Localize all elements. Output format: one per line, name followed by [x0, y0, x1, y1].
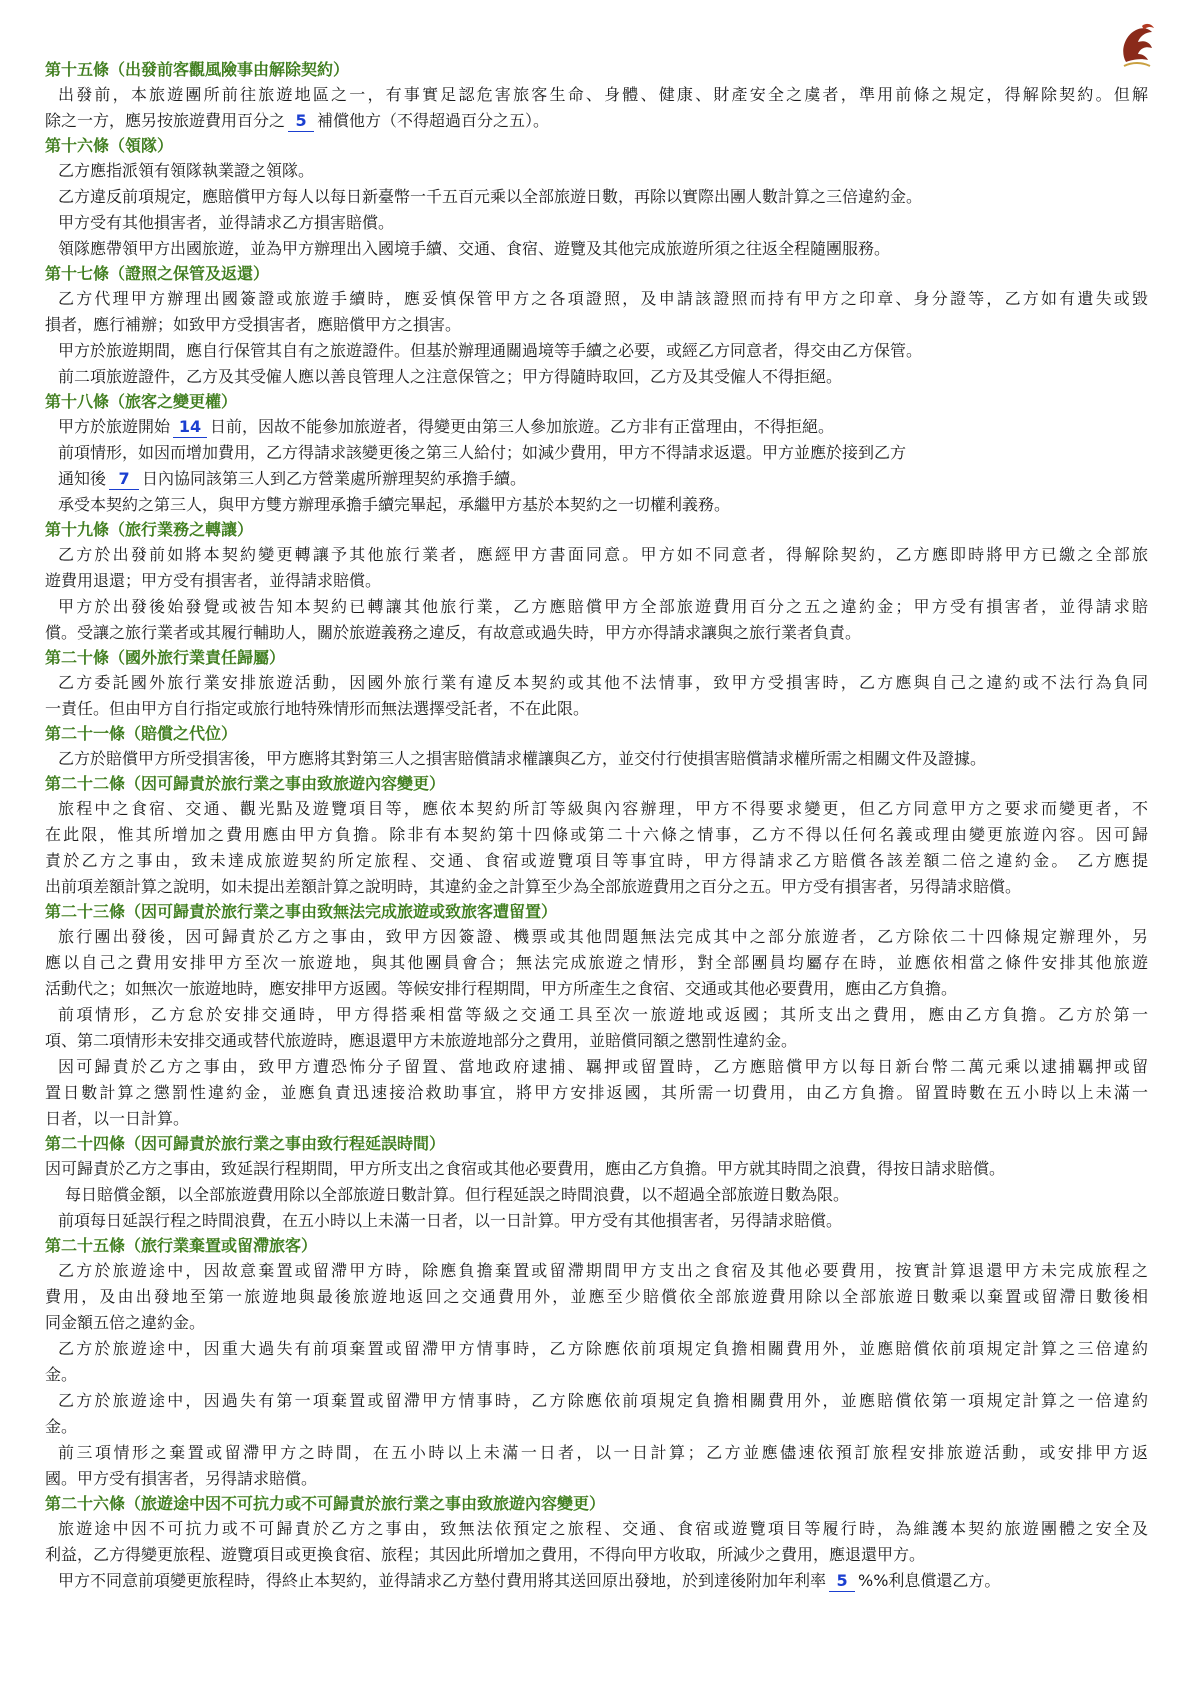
article-16-line-2: 乙方違反前項規定，應賠償甲方每人以每日新臺幣一千五百元乘以全部旅遊日數，再除以實際出團人數計算之三倍違約金。: [58, 187, 923, 206]
article-18: [45, 390, 1148, 518]
article-18-line-3-end: 日內協同該第三人到乙方營業處所辦理契約承擔手續。: [142, 469, 527, 488]
article-19-line-3: 甲方於出發後始發覺或被告知本契約已轉讓其他旅行業，乙方應賠償甲方全部旅遊費用百分之五之違約金；甲方受有損害者，並得請求賠: [58, 597, 1148, 616]
article-16: [45, 134, 1148, 262]
article-24-line-3: 前項每日延誤行程之時間浪費，在五小時以上未滿一日者，以一日計算。甲方受有其他損害者，另得請求賠償。: [58, 1211, 843, 1230]
article-19: [45, 518, 1148, 646]
article-22-line-3: 責於乙方之事由，致未達成旅遊契約所定旅程、交通、食宿或遊覽項目等事宜時，甲方得請求乙方賠償各該差額二倍之違約金。 乙方應提: [45, 851, 1148, 870]
article-23-line-4: 前項情形，乙方怠於安排交通時，甲方得搭乘相當等級之交通工具至次一旅遊地或返國；其所支出之費用，應由乙方負擔。乙方於第一: [58, 1005, 1148, 1024]
article-24: [45, 1132, 1148, 1234]
article-18-line-1-end: 日前，因故不能參加旅遊者，得變更由第三人參加旅遊。乙方非有正當理由，不得拒絕。: [210, 417, 835, 436]
article-20-heading: 第二十條（國外旅行業責任歸屬）: [45, 648, 286, 667]
article-15-line-2-start: 除之一方，應另按旅遊費用百分之: [45, 111, 286, 130]
article-17-heading: 第十七條（證照之保管及返還）: [45, 264, 270, 283]
article-17-line-2: 損者，應行補辦；如致甲方受損害者，應賠償甲方之損害。: [45, 315, 462, 334]
article-21: [45, 722, 1148, 772]
article-26-line-3: [45, 1568, 1148, 1594]
article-25-line-6: 乙方於旅遊途中，因過失有第一項棄置或留滯甲方情事時，乙方除應依前項規定負擔相關費用外，並應賠償依第一項規定計算之一倍違約: [58, 1391, 1148, 1410]
article-23-line-3: 活動代之；如無次一旅遊地時，應安排甲方返國。等候安排行程期間，甲方所產生之食宿、交通或其他必要費用，應由乙方負擔。: [45, 979, 958, 998]
article-17-line-4: 前二項旅遊證件，乙方及其受僱人應以善良管理人之注意保管之；甲方得隨時取回，乙方及其受僱人不得拒絕。: [58, 367, 843, 386]
article-19-line-2: 遊費用退還；甲方受有損害者，並得請求賠償。: [45, 571, 382, 590]
article-23: [45, 900, 1148, 1132]
article-26-line-1: 旅遊途中因不可抗力或不可歸責於乙方之事由，致無法依預定之旅程、交通、食宿或遊覽項目等履行時，為維護本契約旅遊團體之安全及: [58, 1519, 1148, 1538]
article-19-line-4: 償。受讓之旅行業者或其履行輔助人，關於旅遊義務之違反，有故意或過失時，甲方亦得請求讓與之旅行業者負責。: [45, 623, 862, 642]
article-26-line-3-end: %%利息償還乙方。: [858, 1571, 1001, 1590]
article-25-line-4: 乙方於旅遊途中，因重大過失有前項棄置或留滯甲方情事時，乙方除應依前項規定負擔相關費用外，並應賠償依前項規定計算之三倍違約: [58, 1339, 1148, 1358]
article-18-line-4: 承受本契約之第三人，與甲方雙方辦理承擔手續完畢起，承繼甲方基於本契約之一切權利義務。: [58, 495, 731, 514]
article-23-heading: 第二十三條（因可歸責於旅行業之事由致無法完成旅遊或致旅客遭留置）: [45, 902, 558, 921]
article-16-line-1: 乙方應指派領有領隊執業證之領隊。: [58, 161, 315, 180]
article-15-line-2: [45, 108, 1148, 134]
article-17-line-1: 乙方代理甲方辦理出國簽證或旅遊手續時，應妥慎保管甲方之各項證照，及申請該證照而持有甲方之印章、身分證等，乙方如有遺失或毀: [58, 289, 1148, 308]
article-22-line-1: 旅程中之食宿、交通、觀光點及遊覽項目等，應依本契約所訂等級與內容辦理，甲方不得要求變更，但乙方同意甲方之要求而變更者，不: [58, 799, 1148, 818]
article-25-line-5: 金。: [45, 1365, 78, 1384]
article-25-line-1: 乙方於旅遊途中，因故意棄置或留滯甲方時，除應負擔棄置或留滯期間甲方支出之食宿及其他必要費用，按實計算退還甲方未完成旅程之: [58, 1261, 1148, 1280]
article-24-line-2: 每日賠償金額，以全部旅遊費用除以全部旅遊日數計算。但行程延誤之時間浪費，以不超過全部旅遊日數為限。: [65, 1185, 850, 1204]
article-18-line-3: [45, 466, 1148, 492]
article-25-heading: 第二十五條（旅行業棄置或留滯旅客）: [45, 1236, 318, 1255]
article-23-line-1: 旅行團出發後，因可歸責於乙方之事由，致甲方因簽證、機票或其他問題無法完成其中之部分旅遊者，乙方除依二十四條規定辦理外，另: [58, 927, 1148, 946]
article-15: [45, 58, 1148, 134]
article-22: [45, 772, 1148, 900]
article-15-heading: 第十五條（出發前客觀風險事由解除契約）: [45, 60, 350, 79]
article-25-line-8: 前三項情形之棄置或留滯甲方之時間，在五小時以上未滿一日者，以一日計算；乙方並應儘速依預訂旅程安排旅遊活動，或安排甲方返: [58, 1443, 1148, 1462]
article-15-line-1: 出發前，本旅遊團所前往旅遊地區之一，有事實足認危害旅客生命、身體、健康、財產安全之虞者，準用前條之規定，得解除契約。但解: [58, 85, 1148, 104]
article-20: [45, 646, 1148, 722]
change-days-field: 14: [173, 417, 207, 438]
article-24-line-1: 因可歸責於乙方之事由，致延誤行程期間，甲方所支出之食宿或其他必要費用，應由乙方負擔。甲方就其時間之浪費，得按日請求賠償。: [45, 1159, 1006, 1178]
article-18-heading: 第十八條（旅客之變更權）: [45, 392, 238, 411]
article-26-line-2: 利益，乙方得變更旅程、遊覽項目或更換食宿、旅程；其因此所增加之費用，不得向甲方收取，所減少之費用，應退還甲方。: [45, 1545, 926, 1564]
article-25: [45, 1234, 1148, 1492]
article-25-line-3: 同金額五倍之違約金。: [45, 1313, 206, 1332]
article-22-heading: 第二十二條（因可歸責於旅行業之事由致旅遊內容變更）: [45, 774, 446, 793]
interest-rate-field: 5: [829, 1571, 855, 1592]
article-22-line-4: 出前項差額計算之說明，如未提出差額計算之說明時，其違約金之計算至少為全部旅遊費用之百分之五。甲方受有損害者，另得請求賠償。: [45, 877, 1022, 896]
article-23-line-8: 日者，以一日計算。: [45, 1109, 190, 1128]
article-25-line-2: 費用，及由出發地至第一旅遊地與最後旅遊地返回之交通費用外，並應至少賠償依全部旅遊費用除以全部旅遊日數乘以棄置或留滯日數後相: [45, 1287, 1148, 1306]
article-25-line-9: 國。甲方受有損害者，另得請求賠償。: [45, 1469, 318, 1488]
article-23-line-7: 置日數計算之懲罰性違約金，並應負責迅速接洽救助事宜，將甲方安排返國，其所需一切費用，由乙方負擔。留置時數在五小時以上未滿一: [45, 1083, 1148, 1102]
article-23-line-6: 因可歸責於乙方之事由，致甲方遭恐怖分子留置、當地政府逮捕、羈押或留置時，乙方應賠償甲方以每日新台幣二萬元乘以逮捕羈押或留: [58, 1057, 1148, 1076]
article-21-heading: 第二十一條（賠償之代位）: [45, 724, 238, 743]
article-20-line-2: 一責任。但由甲方自行指定或旅行地特殊情形而無法選擇受託者，不在此限。: [45, 699, 590, 718]
article-22-line-2: 在此限，惟其所增加之費用應由甲方負擔。除非有本契約第十四條或第二十六條之情事，乙方不得以任何名義或理由變更旅遊內容。因可歸: [45, 825, 1148, 844]
article-17: [45, 262, 1148, 390]
article-17-line-3: 甲方於旅遊期間，應自行保管其自有之旅遊證件。但基於辦理通關過境等手續之必要，或經乙方同意者，得交由乙方保管。: [58, 341, 923, 360]
article-26: [45, 1492, 1148, 1594]
article-21-line-1: 乙方於賠償甲方所受損害後，甲方應將其對第三人之損害賠償請求權讓與乙方，並交付行使損害賠償請求權所需之相關文件及證據。: [58, 749, 987, 768]
article-19-heading: 第十九條（旅行業務之轉讓）: [45, 520, 254, 539]
article-23-line-5: 項、第二項情形未安排交通或替代旅遊時，應退還甲方未旅遊地部分之費用，並賠償同額之懲罰性違約金。: [45, 1031, 798, 1050]
article-20-line-1: 乙方委託國外旅行業安排旅遊活動，因國外旅行業有違反本契約或其他不法情事，致甲方受損害時，乙方應與自己之違約或不法行為負同: [58, 673, 1148, 692]
article-16-heading: 第十六條（領隊）: [45, 136, 174, 155]
article-18-line-1-start: 甲方於旅遊開始: [58, 417, 171, 436]
article-18-line-3-start: 通知後: [58, 469, 107, 488]
notice-days-field: 7: [109, 469, 139, 490]
article-19-line-1: 乙方於出發前如將本契約變更轉讓予其他旅行業者，應經甲方書面同意。甲方如不同意者，得解除契約，乙方應即時將甲方已繳之全部旅: [58, 545, 1148, 564]
article-25-line-7: 金。: [45, 1417, 78, 1436]
article-26-heading: 第二十六條（旅遊途中因不可抗力或不可歸責於旅行業之事由致旅遊內容變更）: [45, 1494, 606, 1513]
article-16-line-3: 甲方受有其他損害者，並得請求乙方損害賠償。: [58, 213, 395, 232]
article-15-line-2-end: 補償他方（不得超過百分之五）。: [317, 111, 550, 130]
article-16-line-4: 領隊應帶領甲方出國旅遊，並為甲方辦理出入國境手續、交通、食宿、遊覽及其他完成旅遊所須之往返全程隨團服務。: [58, 239, 891, 258]
article-18-line-1: [45, 414, 1148, 440]
compensation-percent-field: 5: [288, 111, 314, 132]
article-26-line-3-start: 甲方不同意前項變更旅程時，得終止本契約，並得請求乙方墊付費用將其送回原出發地，於到達後附加年利率: [58, 1571, 827, 1590]
contract-document: [45, 58, 1148, 1594]
article-18-line-2: 前項情形，如因而增加費用，乙方得請求該變更後之第三人給付；如減少費用，甲方不得請求返還。甲方並應於接到乙方: [58, 443, 907, 462]
article-23-line-2: 應以自己之費用安排甲方至次一旅遊地，與其他團員會合；無法完成旅遊之情形，對全部團員均屬存在時，並應依相當之條件安排其他旅遊: [45, 953, 1148, 972]
article-24-heading: 第二十四條（因可歸責於旅行業之事由致行程延誤時間）: [45, 1134, 446, 1153]
